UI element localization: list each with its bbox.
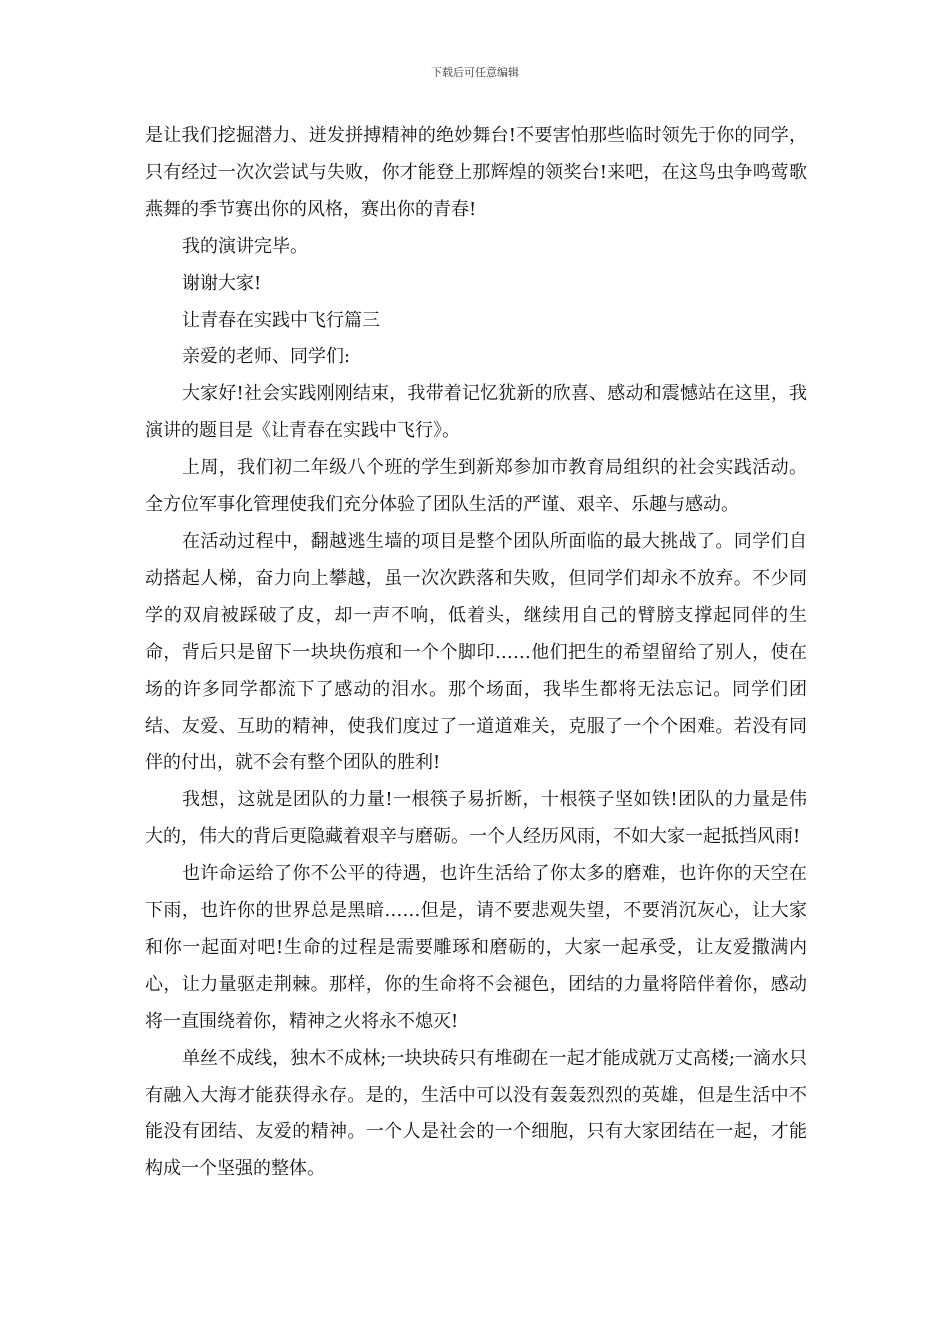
document-body: [145, 118, 807, 1188]
paragraph-closing: 我的演讲完毕。: [182, 235, 308, 257]
paragraph-greeting: 大家好!社会实践刚刚结束，我带着记忆犹新的欣喜、感动和震憾站在这里，我演讲的题目是《让青春在实践中飞行》。: [145, 383, 807, 442]
paragraph-team-power: 我想，这就是团队的力量!一根筷子易折断，十根筷子坚如铁!团队的力量是伟大的，伟大的背后更隐藏着艰辛与磨砺。一个人经历风雨，不如大家一起抵挡风雨!: [145, 789, 807, 848]
paragraph-activity: 在活动过程中，翻越逃生墙的项目是整个团队所面临的最大挑战了。同学们自动搭起人梯，奋力向上攀越，虽一次次跌落和失败，但同学们却永不放弃。不少同学的双肩被踩破了皮，却一声不响，低着头，继续用自己的臂膀支撑起同伴的生命，背后只是留下一块块伤痕和一个个脚印……他们把生的希望留给了别人，使在场的许多同学都流下了感动的泪水。那个场面，我毕生都将无法忘记。同学们团结、友爱、互助的精神，使我们度过了一道道难关，克服了一个个困难。若没有同伴的付出，就不会有整个团队的胜利!: [145, 530, 807, 774]
paragraph-salutation: 亲爱的老师、同学们:: [182, 346, 351, 368]
paragraph-thanks: 谢谢大家!: [182, 272, 262, 294]
page-header: 下载后可任意编辑: [431, 66, 519, 79]
paragraph-fate: 也许命运给了你不公平的待遇，也许生活给了你太多的磨难，也许你的天空在下雨，也许你的世界总是黑暗……但是，请不要悲观失望，不要消沉灰心，让大家和你一起面对吧!生命的过程是需要雕琢和磨砺的，大家一起承受，让友爱撒满内心，让力量驱走荆棘。那样，你的生命将不会褪色，团结的力量将陪伴着你，感动将一直围绕着你，精神之火将永不熄灭!: [145, 863, 807, 1032]
paragraph-last-week: 上周，我们初二年级八个班的学生到新郑参加市教育局组织的社会实践活动。全方位军事化管理使我们充分体验了团队生活的严谨、艰辛、乐趣与感动。: [145, 457, 807, 516]
paragraph-unity: 单丝不成线，独木不成林;一块块砖只有堆砌在一起才能成就万丈高楼;一滴水只有融入大海才能获得永存。是的，生活中可以没有轰轰烈烈的英雄，但是生活中不能没有团结、友爱的精神。一个人是社会的一个细胞，只有大家团结在一起，才能构成一个坚强的整体。: [145, 1047, 807, 1180]
paragraph-continuation: 是让我们挖掘潜力、迸发拼搏精神的绝妙舞台!不要害怕那些临时领先于你的同学，只有经过一次次尝试与失败，你才能登上那辉煌的领奖台!来吧，在这鸟虫争鸣莺歌燕舞的季节赛出你的风格，赛出你的青春!: [145, 125, 807, 220]
section-title: 让青春在实践中飞行篇三: [182, 309, 380, 331]
